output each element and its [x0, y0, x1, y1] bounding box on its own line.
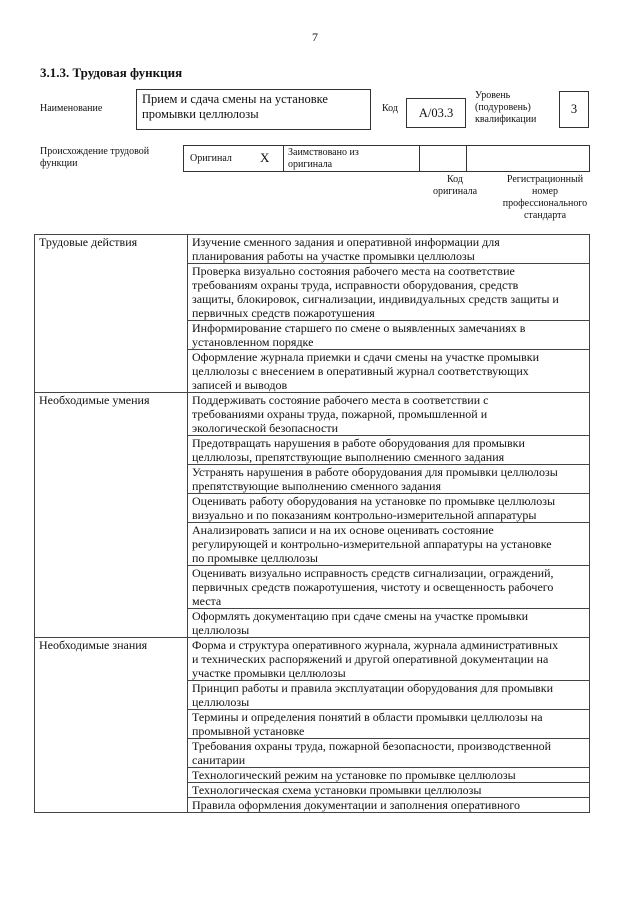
- origin-row: [183, 145, 590, 172]
- labor-function-table: [34, 234, 590, 813]
- table-cell: Предотвращать нарушения в работе оборудования для промывки целлюлозы, препятствующие выполнению сменного задания: [188, 436, 590, 465]
- table-cell: Информирование старшего по смене о выявленных замечаниях в установленном порядке: [188, 321, 590, 350]
- table-row: [35, 638, 590, 681]
- original-label: Оригинал: [190, 153, 232, 164]
- table-cell: Технологический режим на установке по промывке целлюлозы: [188, 768, 590, 783]
- original-checkmark: X: [260, 150, 270, 165]
- borrowed-label: Заимствовано из оригинала: [288, 147, 359, 170]
- table-cell: Оформление журнала приемки и сдачи смены на участке промывки целлюлозы с внесением в оперативный журнал соответствующих записей и выводов: [188, 350, 590, 393]
- name-label: Наименование: [40, 103, 103, 114]
- table-cell: Оформлять документацию при сдаче смены на участке промывки целлюлозы: [188, 609, 590, 638]
- page-number: 7: [312, 30, 318, 44]
- table-cell: Изучение сменного задания и оперативной информации для планирования работы на участке промывки целлюлозы: [188, 235, 590, 264]
- section-label: Необходимые умения: [35, 393, 188, 638]
- table-cell: Устранять нарушения в работе оборудования для промывки целлюлозы препятствующие выполнению сменного задания: [188, 465, 590, 494]
- table-cell: Форма и структура оперативного журнала, журнала административных и технических распоряжений и другой оперативной документации на участке промывки целлюлозы: [188, 638, 590, 681]
- table-cell: Требования охраны труда, пожарной безопасности, производственной санитарии: [188, 739, 590, 768]
- table-cell: Термины и определения понятий в области промывки целлюлозы на промывной установке: [188, 710, 590, 739]
- function-name-field: Прием и сдача смены на установке промывки целлюлозы: [136, 89, 371, 130]
- qualification-level-field: 3: [559, 91, 589, 128]
- table-cell: Оценивать работу оборудования на установке по промывке целлюлозы визуально и по показаниям контрольно-измерительной аппаратуры: [188, 494, 590, 523]
- function-code-field: A/03.3: [406, 98, 466, 128]
- table-row: [35, 393, 590, 436]
- original-code-caption: Код оригинала: [432, 174, 478, 197]
- table-cell: Проверка визуально состояния рабочего места на соответствие требованиям охраны труда, исправности оборудования, средств защиты, блокировок, сигнализации, индивидуальных средств защиты и первичных средств пожаротушения: [188, 264, 590, 321]
- origin-label: Происхождение трудовой функции: [40, 146, 150, 169]
- level-label: Уровень (подуровень) квалификации: [475, 90, 537, 125]
- section-label: Необходимые знания: [35, 638, 188, 813]
- section-heading: 3.1.3. Трудовая функция: [40, 65, 183, 80]
- table-row: [35, 235, 590, 264]
- code-label: Код: [382, 103, 398, 114]
- table-cell: Анализировать записи и на их основе оценивать состояние регулирующей и контрольно-измерительной аппаратуры на установке по промывке целлюлозы: [188, 523, 590, 566]
- table-cell: Оценивать визуально исправность средств сигнализации, ограждений, первичных средств пожаротушения, чистоту и освещенность рабочего места: [188, 566, 590, 609]
- table-cell: Принцип работы и правила эксплуатации оборудования для промывки целлюлозы: [188, 681, 590, 710]
- table-cell: Поддерживать состояние рабочего места в соответствии с требованиями охраны труда, пожарной, промышленной и экологической безопасности: [188, 393, 590, 436]
- section-label: Трудовые действия: [35, 235, 188, 393]
- registration-number-caption: Регистрационный номер профессионального стандарта: [502, 174, 588, 221]
- table-cell: Правила оформления документации и заполнения оперативного: [188, 798, 590, 813]
- table-cell: Технологическая схема установки промывки целлюлозы: [188, 783, 590, 798]
